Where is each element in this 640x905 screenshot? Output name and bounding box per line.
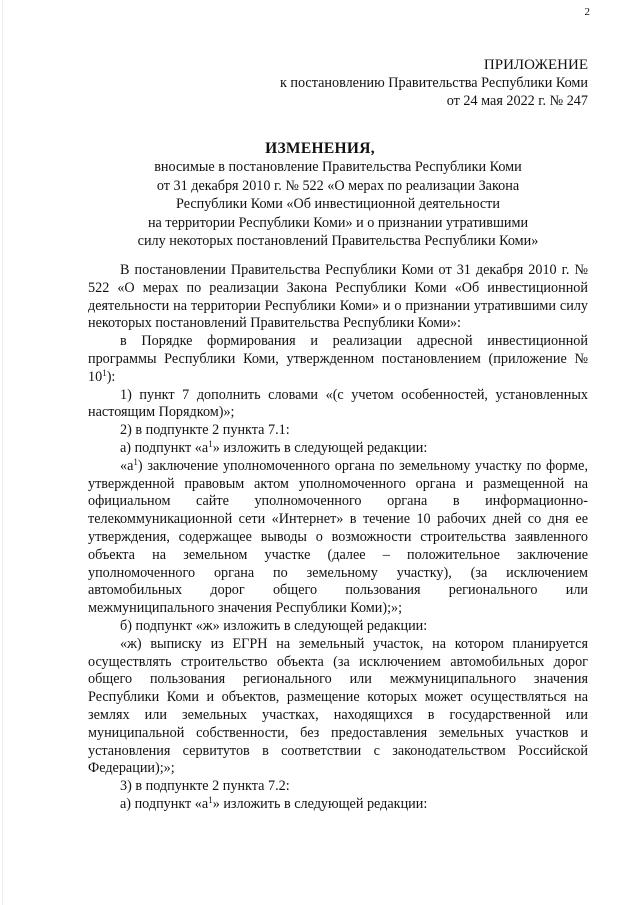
subtitle-line: Республики Коми «Об инвестиционной деятельности [176,196,500,212]
paragraph-sub-b: б) подпункт «ж» изложить в следующей редакции: [120,617,428,634]
paragraph-sub-a [88,440,588,458]
superscript: 1 [208,438,213,449]
paragraph-item-2: 2) в подпункте 2 пункта 7.1: [120,422,290,439]
subtitle-line: на территории Республики Коми» и о признании утратившими [147,214,529,231]
superscript: 1 [133,456,138,467]
paragraph-procedure [88,333,588,386]
subtitle-line: от 31 декабря 2010 г. № 522 «О мерах по реализации Закона [156,177,520,194]
paragraph-quote-a1 [88,458,588,618]
subtitle-line: вносимые в постановление Правительства Республики Коми [154,159,522,175]
paragraph-text: » изложить в следующей редакции: [212,439,428,456]
superscript: 1 [208,794,213,805]
paragraph-sub-a-2 [88,796,588,814]
document-subtitle [118,158,558,251]
superscript: 1 [102,367,107,378]
appendix-block [280,56,588,110]
page-edge [2,0,3,905]
paragraph-text: ): [106,368,116,385]
paragraph-item-3: 3) в подпункте 2 пункта 7.2: [120,778,290,795]
paragraph-text: ) заключение уполномоченного органа по земельному участку по форме, утвержденной правовым актом уполномоченного органа и размещенной на официальном сайте уполномоченного органа в информационно-телекоммуникационной сети «Интернет» в течение 10 рабочих дней со дня ее утверждения, содержащее выводы о возможности строительства заявленного объекта на земельном участке (далее – положительное заключение уполномоченного органа по земельному участку), (за исключением автомобильных дорог общего пользования регионального или межмуниципального значения Республики Коми);»; [88,457,588,617]
paragraph-item-1: 1) пункт 7 дополнить словами «(с учетом особенностей, установленных настоящим Порядком)»; [88,386,588,421]
paragraph-text: а) подпункт «а [120,439,209,456]
document-body [88,262,588,814]
paragraph-text: а) подпункт «а [120,795,209,812]
paragraph-quote-zh: «ж) выписку из ЕГРН на земельный участок, на котором планируется осуществлять строительство объекта (за исключением автомобильных дорог общего пользования регионального или межмуниципального значения Республики Коми и объектов, размещение которых может осуществляться на землях или земельных участках, находящихся в государственной или муниципальной собственности, без предоставления земельных участков и установления сервитутов в соответствии с законодательством Российской Федерации);»; [88,635,588,777]
appendix-line-1: к постановлению Правительства Республики Коми [279,75,588,91]
paragraph-preamble: В постановлении Правительства Республики Коми от 31 декабря 2010 г. № 522 «О мерах по реализации Закона Республики Коми «Об инвестиционной деятельности на территории Республики Коми» и о признании утратившими силу некоторых постановлений Правительства Республики Коми»: [88,262,588,332]
appendix-line-2: от 24 мая 2022 г. № 247 [446,93,588,109]
appendix-heading: ПРИЛОЖЕНИЕ [483,57,588,73]
paragraph-text: в Порядке формирования и реализации адресной инвестиционной программы Республики Коми, утвержденном постановлением (приложение № 10 [88,333,588,385]
page-number: 2 [584,6,590,18]
document-title: ИЗМЕНЕНИЯ, [265,140,375,157]
paragraph-text: » изложить в следующей редакции: [212,795,428,812]
subtitle-line: силу некоторых постановлений Правительства Республики Коми» [137,233,539,249]
paragraph-text: «а [120,457,134,474]
